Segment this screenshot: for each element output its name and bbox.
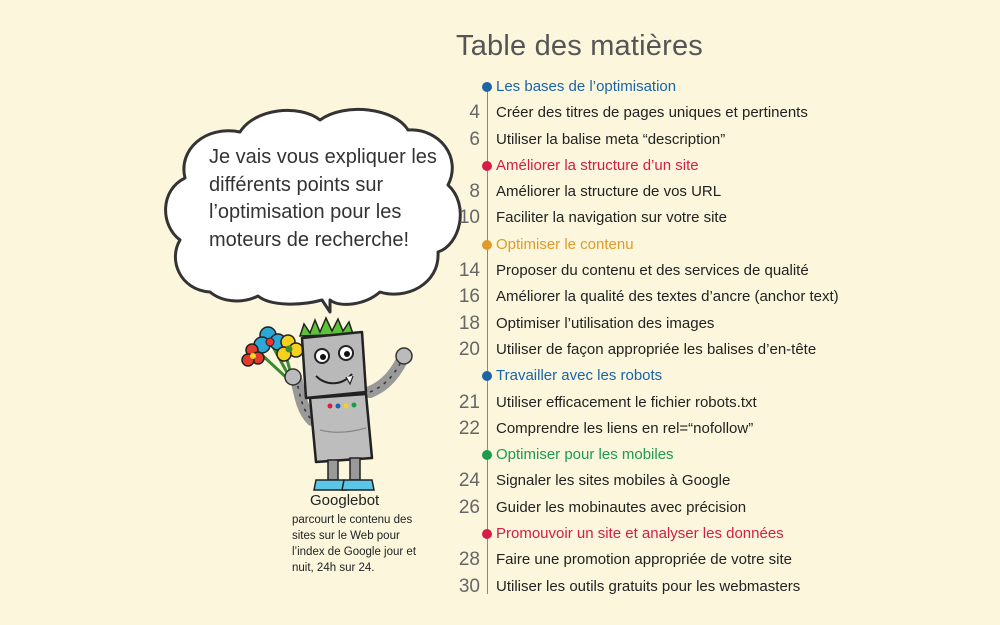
toc-section-label: Optimiser le contenu — [496, 235, 634, 253]
toc-entry[interactable] — [440, 574, 980, 600]
toc-entry-label: Faire une promotion appropriée de votre site — [496, 551, 793, 569]
toc-section-heading[interactable] — [440, 521, 980, 547]
toc-page-number: 14 — [458, 260, 480, 282]
toc-page-number: 18 — [458, 312, 480, 334]
toc-section-heading[interactable] — [440, 442, 980, 468]
section-bullet-icon — [482, 161, 492, 171]
toc-entry-label: Utiliser les outils gratuits pour les webmasters — [496, 577, 801, 595]
toc-section-label: Promouvoir un site et analyser les données — [496, 525, 784, 543]
toc-section-heading[interactable] — [440, 363, 980, 389]
section-bullet-icon — [482, 529, 492, 539]
toc-entry[interactable] — [440, 337, 980, 363]
section-bullet-icon — [482, 82, 492, 92]
toc-entry-label: Améliorer la qualité des textes d’ancre (anchor text) — [496, 288, 839, 306]
toc-entry[interactable] — [440, 468, 980, 494]
flower-yellow — [277, 335, 303, 361]
toc-entry[interactable] — [440, 100, 980, 126]
toc-section-label: Améliorer la structure d’un site — [496, 156, 699, 174]
toc-entry-label: Créer des titres de pages uniques et pertinents — [496, 104, 808, 122]
googlebot-robot-illustration — [242, 318, 412, 490]
speech-bubble-text: Je vais vous expliquer les différents points sur l’optimisation pour les moteurs de recherche! — [209, 146, 437, 251]
toc-page-number: 20 — [458, 338, 480, 360]
toc-entry-label: Utiliser efficacement le fichier robots.txt — [496, 393, 757, 411]
toc-page-number: 21 — [458, 391, 480, 413]
caption-title: Googlebot — [310, 492, 380, 509]
toc-entry[interactable] — [440, 179, 980, 205]
toc-page-number: 6 — [469, 128, 480, 150]
toc-page-number: 4 — [469, 102, 480, 124]
toc-entry[interactable] — [440, 127, 980, 153]
toc-section-heading[interactable] — [440, 153, 980, 179]
toc-entry[interactable] — [440, 284, 980, 310]
toc-entry[interactable] — [440, 547, 980, 573]
toc-section-heading[interactable] — [440, 74, 980, 100]
toc-entry-label: Optimiser l’utilisation des images — [496, 314, 715, 332]
toc-page-number: 24 — [458, 470, 480, 492]
toc-entry[interactable] — [440, 311, 980, 337]
toc-page-number: 28 — [458, 549, 480, 571]
toc-entry-label: Signaler les sites mobiles à Google — [496, 472, 731, 490]
section-bullet-icon — [482, 371, 492, 381]
toc-page-number: 16 — [458, 286, 480, 308]
page-title: Table des matières — [456, 30, 703, 62]
section-bullet-icon — [482, 240, 492, 250]
toc-section-label: Optimiser pour les mobiles — [496, 446, 674, 464]
toc-entry[interactable] — [440, 495, 980, 521]
section-bullet-icon — [482, 450, 492, 460]
toc-page-number: 22 — [458, 417, 480, 439]
table-of-contents — [440, 74, 980, 600]
toc-entry-label: Comprendre les liens en rel=“nofollow” — [496, 419, 754, 437]
toc-entry-label: Utiliser de façon appropriée les balises d’en-tête — [496, 340, 817, 358]
toc-section-heading[interactable] — [440, 232, 980, 258]
toc-entry-label: Faciliter la navigation sur votre site — [496, 209, 727, 227]
toc-entry-label: Proposer du contenu et des services de qualité — [496, 262, 809, 280]
toc-entry[interactable] — [440, 416, 980, 442]
toc-page-number: 8 — [469, 181, 480, 203]
caption-body: parcourt le contenu des sites sur le Web pour l’index de Google jour et nuit, 24h sur 24. — [292, 514, 417, 574]
toc-section-label: Les bases de l’optimisation — [496, 78, 677, 95]
toc-page-number: 26 — [458, 496, 480, 518]
toc-entry-label: Utiliser la balise meta “description” — [496, 130, 726, 148]
toc-section-label: Travailler avec les robots — [496, 367, 663, 385]
toc-entry-label: Améliorer la structure de vos URL — [496, 183, 722, 201]
toc-page-number: 30 — [458, 575, 480, 597]
toc-entry[interactable] — [440, 258, 980, 284]
toc-entry[interactable] — [440, 205, 980, 231]
toc-entry-label: Guider les mobinautes avec précision — [496, 498, 747, 516]
toc-page-number: 10 — [458, 207, 480, 229]
toc-entry[interactable] — [440, 390, 980, 416]
